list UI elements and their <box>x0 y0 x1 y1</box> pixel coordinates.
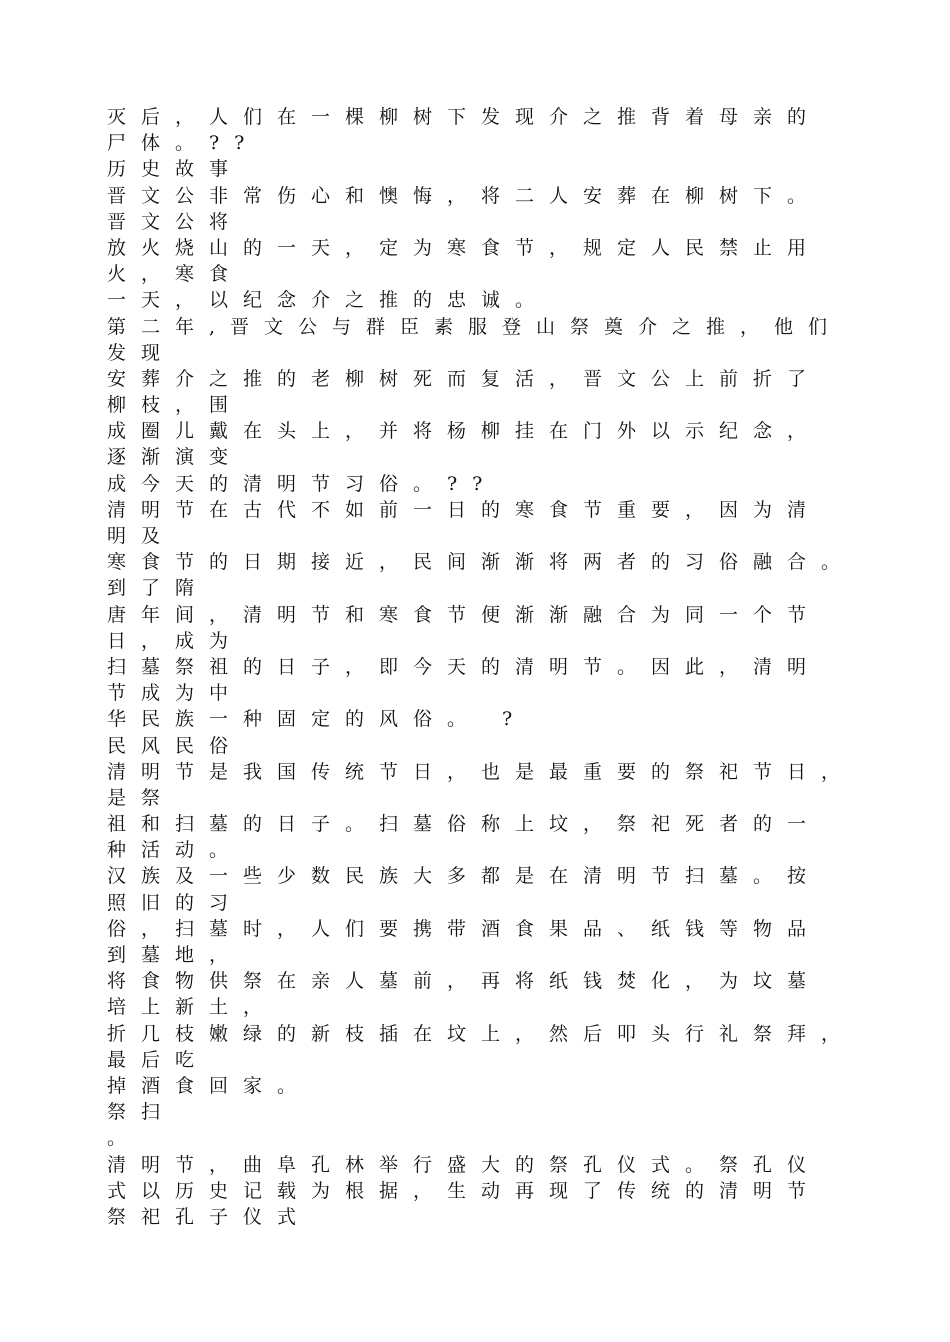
text-line: 培上新土， <box>107 996 278 1019</box>
text-line: 汉族及一些少数民族大多都是在清明节扫墓。按 <box>107 865 822 888</box>
text-line: 尸体。?? <box>107 132 260 155</box>
text-line: 。 <box>107 1127 142 1150</box>
text-line: 成圈儿戴在头上，并将杨柳挂在门外以示纪念， <box>107 420 822 443</box>
text-line: 明及 <box>107 525 176 547</box>
text-line: 掉酒食回家。 <box>107 1074 312 1097</box>
text-line: 历史故事 <box>107 158 244 181</box>
text-line: 清明节，曲阜孔林举行盛大的祭孔仪式。祭孔仪 <box>107 1153 822 1176</box>
text-line: 清明节是我国传统节日，也是最重要的祭祀节日， <box>107 760 856 783</box>
text-line: 清明节在古代不如前一日的寒食节重要，因为清 <box>107 498 822 521</box>
text-line: 到了隋 <box>107 577 210 600</box>
text-line: 式以历史记载为根据，生动再现了传统的清明节 <box>107 1179 822 1202</box>
text-line: 柳枝，围 <box>107 394 244 417</box>
text-line: 照旧的习 <box>107 891 244 914</box>
text-line: 扫墓祭祖的日子，即今天的清明节。因此，清明 <box>107 655 822 678</box>
text-line: 第二年,晋文公与群臣素服登山祭奠介之推，他们 <box>107 315 843 338</box>
text-line: 最后吃 <box>107 1048 210 1071</box>
text-line: 折几枝嫩绿的新枝插在坟上，然后叩头行礼祭拜， <box>107 1022 856 1045</box>
text-line: 日，成为 <box>107 629 244 652</box>
text-line: 祖和扫墓的日子。扫墓俗称上坟，祭祀死者的一 <box>107 813 822 836</box>
text-line: 是祭 <box>107 786 176 809</box>
text-line: 寒食节的日期接近，民间渐渐将两者的习俗融合。 <box>107 551 856 574</box>
text-line: 晋文公非常伤心和懊悔，将二人安葬在柳树下。 <box>107 184 822 207</box>
text-line: 民风民俗 <box>107 734 244 757</box>
text-line: 晋文公将 <box>107 210 244 233</box>
text-line: 节成为中 <box>107 682 244 705</box>
text-line: 将食物供祭在亲人墓前，再将纸钱焚化，为坟墓 <box>107 970 822 993</box>
text-line: 种活动。 <box>107 839 244 862</box>
text-line: 火，寒食 <box>107 263 244 286</box>
text-line: 成今天的清明节习俗。?? <box>107 472 498 495</box>
text-line: 祭祀孔子仪式 <box>107 1205 312 1228</box>
text-line: 灭后，人们在一棵柳树下发现介之推背着母亲的 <box>107 106 822 128</box>
document-body <box>107 104 887 1230</box>
text-line: 一天，以纪念介之推的忠诚。 <box>107 289 550 312</box>
text-line: 俗，扫墓时，人们要携带酒食果品、纸钱等物品 <box>107 917 822 940</box>
text-line: 华民族一种固定的风俗。 ? <box>107 708 528 731</box>
text-line: 祭扫 <box>107 1101 176 1124</box>
text-line: 发现 <box>107 341 176 364</box>
text-line: 到墓地， <box>107 944 244 966</box>
text-line: 唐年间，清明节和寒食节便渐渐融合为同一个节 <box>107 603 822 626</box>
text-line: 安葬介之推的老柳树死而复活，晋文公上前折了 <box>107 367 822 390</box>
text-line: 放火烧山的一天，定为寒食节，规定人民禁止用 <box>107 236 822 259</box>
text-line: 逐渐演变 <box>107 446 244 469</box>
